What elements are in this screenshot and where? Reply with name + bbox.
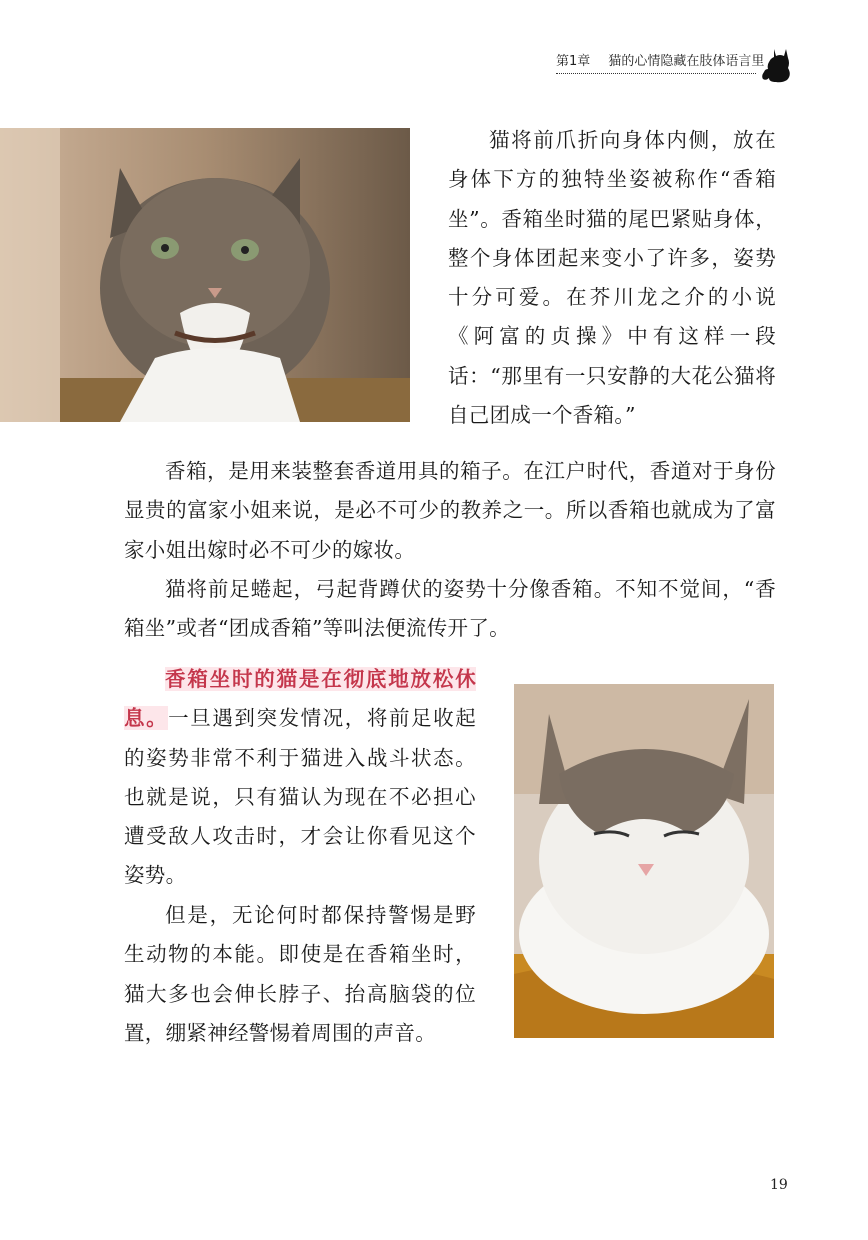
paragraph-kobako-definition: 香箱，是用来装整套香道用具的箱子。在江户时代，香道对于身份显贵的富家小姐来说，是必不可少的教养之一。所以香箱也就成为了富家小姐出嫁时必不可少的嫁妆。 — [124, 459, 776, 562]
paragraph-relaxation-body: 一旦遇到突发情况，将前足收起的姿势非常不利于猫进入战斗状态。也就是说，只有猫认为现在不必担心遭受敌人攻击时，才会让你看见这个姿势。 — [124, 706, 477, 888]
cat-sitting-photo — [0, 128, 410, 422]
highlighted-sentence: 香箱坐时的猫是在彻底地放松休息。 — [124, 667, 476, 731]
paragraph-relaxation — [124, 660, 476, 896]
running-header — [556, 50, 764, 72]
paragraph-intro: 猫将前爪折向身体内侧，放在身体下方的独特坐姿被称作“香箱坐”。香箱坐时猫的尾巴紧贴身体，整个身体团起来变小了许多，姿势十分可爱。在芥川龙之介的小说《阿富的贞操》中有这样一段话：“那里有一只安静的大花公猫将自己团成一个香箱。” — [448, 128, 776, 428]
cat-silhouette-icon — [760, 45, 790, 83]
cat-loaf-photo — [514, 684, 774, 1038]
paragraph-name-origin: 猫将前足蜷起，弓起背蹲伏的姿势十分像香箱。不知不觉间，“香箱坐”或者“团成香箱”等叫法便流传开了。 — [124, 577, 776, 641]
paragraph-instinct: 但是，无论何时都保持警惕是野生动物的本能。即使是在香箱坐时，猫大多也会伸长脖子、抬高脑袋的位置，绷紧神经警惕着周围的声音。 — [124, 903, 476, 1045]
page-number: 19 — [770, 1177, 788, 1193]
chapter-title: 猫的心情隐藏在肢体语言里 — [608, 54, 765, 69]
chapter-number: 第1章 — [556, 54, 591, 69]
header-dotted-rule — [556, 73, 756, 74]
